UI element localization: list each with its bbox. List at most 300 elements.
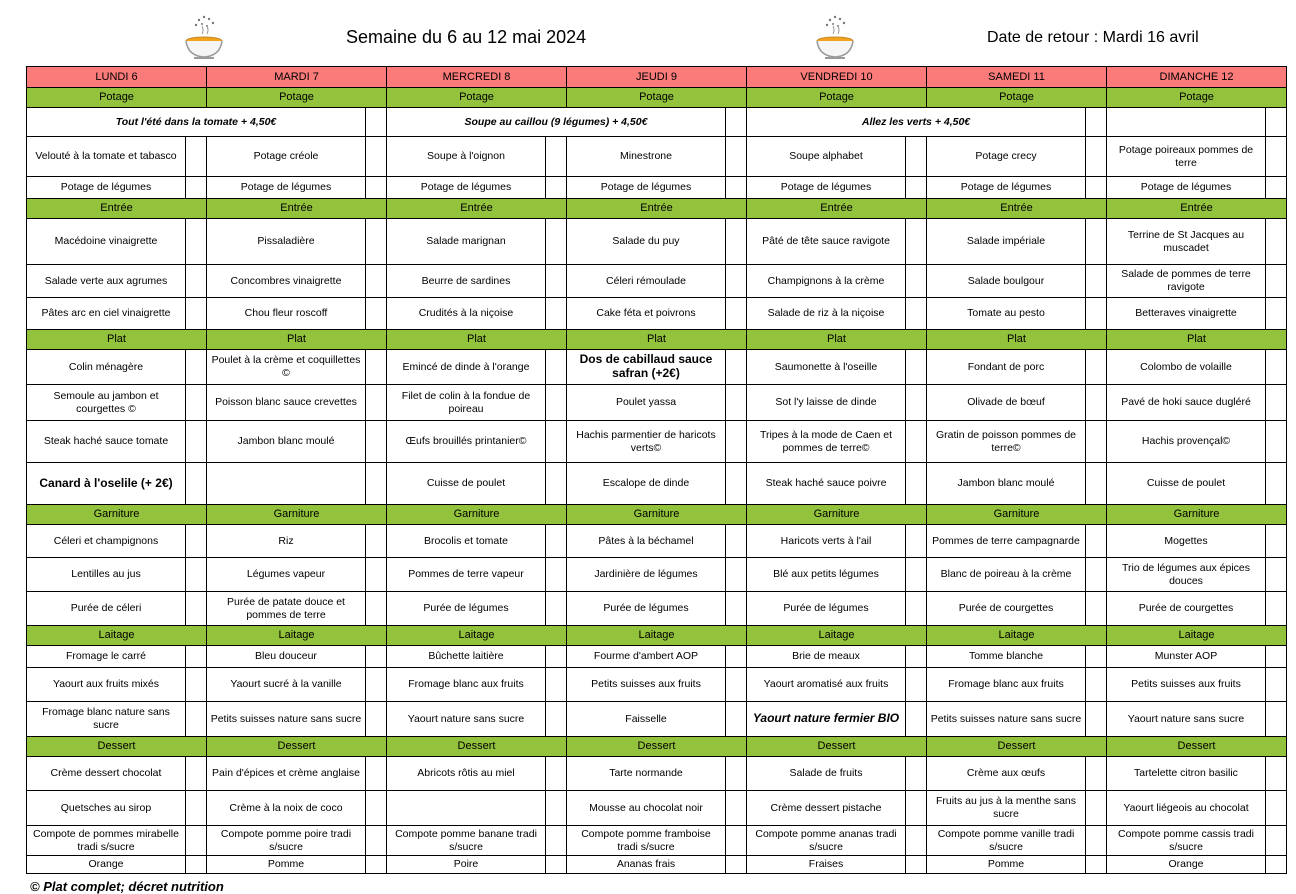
spacer-cell: [726, 646, 747, 668]
spacer-cell: [186, 350, 207, 385]
return-date: Date de retour : Mardi 16 avril: [987, 29, 1199, 46]
category-plat: Plat: [927, 330, 1107, 350]
spacer-cell: [366, 219, 387, 265]
spacer-cell: [546, 137, 567, 177]
menu-item-entree: Salade de pommes de terre ravigote: [1107, 265, 1266, 298]
spacer-cell: [186, 592, 207, 626]
spacer-cell: [1266, 177, 1287, 199]
spacer-cell: [1266, 385, 1287, 421]
spacer-cell: [366, 668, 387, 702]
menu-item-potage: Potage de légumes: [747, 177, 906, 199]
category-entree: Entrée: [1107, 199, 1287, 219]
spacer-cell: [366, 856, 387, 874]
spacer-cell: [726, 757, 747, 791]
menu-item-plat: Sot l'y laisse de dinde: [747, 385, 906, 421]
category-potage: Potage: [927, 88, 1107, 108]
category-laitage: Laitage: [387, 626, 567, 646]
menu-item-garniture: Céleri et champignons: [27, 525, 186, 558]
menu-item-garniture: Pommes de terre vapeur: [387, 558, 546, 592]
menu-item-plat: Pavé de hoki sauce dugléré: [1107, 385, 1266, 421]
spacer-cell: [546, 265, 567, 298]
spacer-cell: [1266, 702, 1287, 737]
spacer-cell: [726, 525, 747, 558]
spacer-cell: [546, 826, 567, 856]
theme-banner: Tout l'été dans la tomate + 4,50€: [27, 108, 366, 137]
menu-item-entree: Céleri rémoulade: [567, 265, 726, 298]
spacer-cell: [1086, 525, 1107, 558]
theme-banner: Soupe au caillou (9 légumes) + 4,50€: [387, 108, 726, 137]
menu-item-dessert: Compote pomme cassis tradi s/sucre: [1107, 826, 1266, 856]
spacer-cell: [546, 525, 567, 558]
spacer-cell: [726, 265, 747, 298]
menu-item-entree: Beurre de sardines: [387, 265, 546, 298]
spacer-cell: [1266, 558, 1287, 592]
category-dessert: Dessert: [207, 737, 387, 757]
spacer-cell: [546, 385, 567, 421]
menu-item-laitage: Yaourt sucré à la vanille: [207, 668, 366, 702]
menu-item-dessert: Compote pomme banane tradi s/sucre: [387, 826, 546, 856]
menu-item-garniture: Purée de légumes: [567, 592, 726, 626]
spacer-cell: [726, 137, 747, 177]
table-row: [27, 330, 1287, 350]
spacer-cell: [546, 646, 567, 668]
spacer-cell: [186, 558, 207, 592]
spacer-cell: [1266, 826, 1287, 856]
menu-item-laitage: Munster AOP: [1107, 646, 1266, 668]
category-plat: Plat: [747, 330, 927, 350]
menu-item-entree: Chou fleur roscoff: [207, 298, 366, 330]
menu-item-laitage: Petits suisses aux fruits: [567, 668, 726, 702]
menu-item-dessert: Compote de pommes mirabelle tradi s/sucre: [27, 826, 186, 856]
spacer-cell: [726, 791, 747, 826]
table-row: [27, 463, 1287, 505]
spacer-cell: [546, 558, 567, 592]
menu-item-potage: Potage de légumes: [207, 177, 366, 199]
spacer-cell: [1086, 421, 1107, 463]
spacer-cell: [1086, 385, 1107, 421]
spacer-cell: [366, 558, 387, 592]
menu-item-entree: Salade marignan: [387, 219, 546, 265]
menu-item-garniture: Pommes de terre campagnarde: [927, 525, 1086, 558]
menu-item-laitage: Yaourt aux fruits mixés: [27, 668, 186, 702]
menu-item-plat: Poulet yassa: [567, 385, 726, 421]
table-row: [27, 88, 1287, 108]
spacer-cell: [906, 558, 927, 592]
spacer-cell: [906, 702, 927, 737]
category-entree: Entrée: [207, 199, 387, 219]
category-laitage: Laitage: [567, 626, 747, 646]
spacer-cell: [1266, 350, 1287, 385]
spacer-cell: [1266, 592, 1287, 626]
category-garniture: Garniture: [1107, 505, 1287, 525]
menu-item-garniture: Mogettes: [1107, 525, 1266, 558]
spacer-cell: [366, 298, 387, 330]
menu-item-laitage: Bûchette laitière: [387, 646, 546, 668]
spacer-cell: [906, 219, 927, 265]
menu-item-garniture: Purée de légumes: [747, 592, 906, 626]
category-garniture: Garniture: [387, 505, 567, 525]
menu-item-plat: Steak haché sauce poivre: [747, 463, 906, 505]
menu-item-entree: Betteraves vinaigrette: [1107, 298, 1266, 330]
category-potage: Potage: [207, 88, 387, 108]
menu-item-dessert: Orange: [27, 856, 186, 874]
spacer-cell: [906, 177, 927, 199]
category-potage: Potage: [567, 88, 747, 108]
menu-item-dessert: Compote pomme vanille tradi s/sucre: [927, 826, 1086, 856]
category-laitage: Laitage: [207, 626, 387, 646]
table-row: [27, 646, 1287, 668]
day-header: MERCREDI 8: [387, 67, 567, 88]
category-entree: Entrée: [927, 199, 1107, 219]
table-row: [27, 67, 1287, 88]
menu-item-laitage: Fromage blanc nature sans sucre: [27, 702, 186, 737]
menu-item-dessert: Crème dessert chocolat: [27, 757, 186, 791]
menu-item-entree: Crudités à la niçoise: [387, 298, 546, 330]
spacer-cell: [186, 668, 207, 702]
menu-item-plat: Tripes à la mode de Caen et pommes de terre©: [747, 421, 906, 463]
menu-item-plat: Emincé de dinde à l'orange: [387, 350, 546, 385]
spacer-cell: [1086, 856, 1107, 874]
spacer-cell: [906, 856, 927, 874]
menu-item-garniture: Purée de courgettes: [927, 592, 1086, 626]
spacer-cell: [546, 856, 567, 874]
menu-item-dessert: Crème à la noix de coco: [207, 791, 366, 826]
spacer-cell: [906, 646, 927, 668]
category-dessert: Dessert: [567, 737, 747, 757]
menu-item-plat: Saumonette à l'oseille: [747, 350, 906, 385]
spacer-cell: [906, 826, 927, 856]
spacer-cell: [186, 757, 207, 791]
spacer-cell: [906, 668, 927, 702]
spacer-cell: [726, 350, 747, 385]
menu-item-dessert: Mousse au chocolat noir: [567, 791, 726, 826]
spacer-cell: [726, 421, 747, 463]
menu-item-plat: Cuisse de poulet: [387, 463, 546, 505]
menu-item-potage: Potage créole: [207, 137, 366, 177]
menu-item-entree: Pâtes arc en ciel vinaigrette: [27, 298, 186, 330]
category-garniture: Garniture: [207, 505, 387, 525]
spacer-cell: [186, 385, 207, 421]
menu-item-garniture: Purée de légumes: [387, 592, 546, 626]
spacer-cell: [186, 298, 207, 330]
spacer-cell: [906, 592, 927, 626]
spacer-cell: [1266, 421, 1287, 463]
menu-item-potage: Potage crecy: [927, 137, 1086, 177]
spacer-cell: [546, 668, 567, 702]
menu-item-laitage: Petits suisses nature sans sucre: [927, 702, 1086, 737]
menu-item-laitage: Bleu douceur: [207, 646, 366, 668]
spacer-cell: [1266, 525, 1287, 558]
spacer-cell: [1086, 702, 1107, 737]
spacer-cell: [546, 421, 567, 463]
table-row: [27, 177, 1287, 199]
table-row: [27, 757, 1287, 791]
menu-item-laitage: Yaourt aromatisé aux fruits: [747, 668, 906, 702]
menu-item-laitage: Petits suisses nature sans sucre: [207, 702, 366, 737]
menu-item-plat: Filet de colin à la fondue de poireau: [387, 385, 546, 421]
menu-item-dessert: Compote pomme poire tradi s/sucre: [207, 826, 366, 856]
menu-item-entree: Salade de riz à la niçoise: [747, 298, 906, 330]
table-row: [27, 265, 1287, 298]
menu-item-garniture: Trio de légumes aux épices douces: [1107, 558, 1266, 592]
spacer-cell: [546, 298, 567, 330]
day-header: SAMEDI 11: [927, 67, 1107, 88]
spacer-cell: [366, 646, 387, 668]
category-plat: Plat: [1107, 330, 1287, 350]
menu-item-garniture: Blé aux petits légumes: [747, 558, 906, 592]
menu-item-plat: Jambon blanc moulé: [927, 463, 1086, 505]
spacer-cell: [1086, 757, 1107, 791]
spacer-cell: [906, 525, 927, 558]
category-potage: Potage: [1107, 88, 1287, 108]
menu-item-garniture: Pâtes à la béchamel: [567, 525, 726, 558]
menu-item-garniture: Brocolis et tomate: [387, 525, 546, 558]
menu-item-laitage: Faisselle: [567, 702, 726, 737]
menu-item-laitage: Yaourt nature sans sucre: [387, 702, 546, 737]
menu-item-entree: Concombres vinaigrette: [207, 265, 366, 298]
category-entree: Entrée: [387, 199, 567, 219]
menu-item-plat: Dos de cabillaud sauce safran (+2€): [567, 350, 726, 385]
category-dessert: Dessert: [747, 737, 927, 757]
spacer-cell: [546, 463, 567, 505]
spacer-cell: [1086, 668, 1107, 702]
spacer-cell: [726, 108, 747, 137]
menu-item-plat: Œufs brouillés printanier©: [387, 421, 546, 463]
spacer-cell: [906, 757, 927, 791]
menu-item-entree: Terrine de St Jacques au muscadet: [1107, 219, 1266, 265]
menu-item-entree: Salade boulgour: [927, 265, 1086, 298]
menu-item-potage: Potage de légumes: [567, 177, 726, 199]
category-dessert: Dessert: [1107, 737, 1287, 757]
spacer-cell: [726, 592, 747, 626]
menu-item-laitage: Fromage blanc aux fruits: [927, 668, 1086, 702]
menu-item-plat: Escalope de dinde: [567, 463, 726, 505]
spacer-cell: [1086, 137, 1107, 177]
menu-item-garniture: Lentilles au jus: [27, 558, 186, 592]
spacer-cell: [366, 385, 387, 421]
table-row: [27, 350, 1287, 385]
spacer-cell: [366, 421, 387, 463]
table-row: [27, 108, 1287, 137]
spacer-cell: [366, 137, 387, 177]
menu-item-plat: Colombo de volaille: [1107, 350, 1266, 385]
table-row: [27, 702, 1287, 737]
menu-item-dessert: Yaourt liégeois au chocolat: [1107, 791, 1266, 826]
spacer-cell: [366, 108, 387, 137]
menu-item-laitage: Tomme blanche: [927, 646, 1086, 668]
spacer-cell: [186, 791, 207, 826]
menu-item-garniture: Riz: [207, 525, 366, 558]
menu-item-plat: Gratin de poisson pommes de terre©: [927, 421, 1086, 463]
spacer-cell: [1086, 108, 1107, 137]
table-row: [27, 421, 1287, 463]
spacer-cell: [1086, 177, 1107, 199]
spacer-cell: [906, 385, 927, 421]
spacer-cell: [1086, 826, 1107, 856]
menu-item-entree: Macédoine vinaigrette: [27, 219, 186, 265]
footnote: © Plat complet; décret nutrition: [30, 879, 224, 894]
spacer-cell: [186, 646, 207, 668]
table-row: [27, 199, 1287, 219]
menu-item-dessert: Pain d'épices et crème anglaise: [207, 757, 366, 791]
menu-item-plat: Steak haché sauce tomate: [27, 421, 186, 463]
menu-item-dessert: Salade de fruits: [747, 757, 906, 791]
spacer-cell: [1266, 646, 1287, 668]
spacer-cell: [1266, 265, 1287, 298]
table-row: [27, 137, 1287, 177]
menu-item-potage: Potage poireaux pommes de terre: [1107, 137, 1266, 177]
menu-item-dessert: Ananas frais: [567, 856, 726, 874]
category-potage: Potage: [747, 88, 927, 108]
day-header: VENDREDI 10: [747, 67, 927, 88]
spacer-cell: [906, 421, 927, 463]
menu-item-entree: Salade impériale: [927, 219, 1086, 265]
spacer-cell: [366, 265, 387, 298]
menu-item-entree: Pissaladière: [207, 219, 366, 265]
spacer-cell: [1086, 463, 1107, 505]
spacer-cell: [1266, 791, 1287, 826]
category-potage: Potage: [387, 88, 567, 108]
category-dessert: Dessert: [927, 737, 1107, 757]
spacer-cell: [186, 826, 207, 856]
table-row: [27, 668, 1287, 702]
menu-item-plat: [207, 463, 366, 505]
table-row: [27, 826, 1287, 856]
category-plat: Plat: [567, 330, 747, 350]
menu-item-dessert: Pomme: [927, 856, 1086, 874]
menu-item-garniture: Purée de patate douce et pommes de terre: [207, 592, 366, 626]
menu-item-garniture: Jardinière de légumes: [567, 558, 726, 592]
menu-item-dessert: Compote pomme ananas tradi s/sucre: [747, 826, 906, 856]
spacer-cell: [1266, 757, 1287, 791]
menu-item-plat: Poisson blanc sauce crevettes: [207, 385, 366, 421]
spacer-cell: [1266, 137, 1287, 177]
spacer-cell: [906, 265, 927, 298]
spacer-cell: [186, 463, 207, 505]
menu-item-potage: Potage de légumes: [387, 177, 546, 199]
menu-item-entree: Tomate au pesto: [927, 298, 1086, 330]
spacer-cell: [906, 298, 927, 330]
table-row: [27, 385, 1287, 421]
soup-bowl-icon-left: [182, 14, 230, 64]
table-row: [27, 505, 1287, 525]
menu-item-potage: Minestrone: [567, 137, 726, 177]
menu-item-plat: Colin ménagère: [27, 350, 186, 385]
spacer-cell: [1266, 219, 1287, 265]
category-dessert: Dessert: [387, 737, 567, 757]
spacer-cell: [726, 298, 747, 330]
category-entree: Entrée: [27, 199, 207, 219]
spacer-cell: [186, 137, 207, 177]
spacer-cell: [1086, 558, 1107, 592]
table-row: [27, 626, 1287, 646]
menu-item-dessert: Pomme: [207, 856, 366, 874]
spacer-cell: [726, 219, 747, 265]
table-row: [27, 558, 1287, 592]
category-plat: Plat: [387, 330, 567, 350]
spacer-cell: [186, 219, 207, 265]
spacer-cell: [546, 791, 567, 826]
day-header: DIMANCHE 12: [1107, 67, 1287, 88]
table-row: [27, 592, 1287, 626]
spacer-cell: [546, 757, 567, 791]
menu-item-laitage: Petits suisses aux fruits: [1107, 668, 1266, 702]
menu-item-plat: Fondant de porc: [927, 350, 1086, 385]
menu-item-dessert: Tartelette citron basilic: [1107, 757, 1266, 791]
category-dessert: Dessert: [27, 737, 207, 757]
spacer-cell: [186, 702, 207, 737]
menu-item-dessert: Quetsches au sirop: [27, 791, 186, 826]
menu-item-plat: Olivade de bœuf: [927, 385, 1086, 421]
spacer-cell: [186, 525, 207, 558]
spacer-cell: [1266, 463, 1287, 505]
category-laitage: Laitage: [747, 626, 927, 646]
menu-item-potage: Velouté à la tomate et tabasco: [27, 137, 186, 177]
menu-item-potage: Potage de légumes: [1107, 177, 1266, 199]
menu-item-garniture: Légumes vapeur: [207, 558, 366, 592]
spacer-cell: [726, 463, 747, 505]
spacer-cell: [546, 177, 567, 199]
spacer-cell: [1086, 350, 1107, 385]
spacer-cell: [1107, 108, 1266, 137]
spacer-cell: [546, 592, 567, 626]
menu-item-dessert: Tarte normande: [567, 757, 726, 791]
spacer-cell: [726, 558, 747, 592]
category-laitage: Laitage: [1107, 626, 1287, 646]
menu-item-laitage: Fourme d'ambert AOP: [567, 646, 726, 668]
category-garniture: Garniture: [567, 505, 747, 525]
menu-item-garniture: Purée de céleri: [27, 592, 186, 626]
theme-banner: Allez les verts + 4,50€: [747, 108, 1086, 137]
spacer-cell: [366, 791, 387, 826]
spacer-cell: [366, 826, 387, 856]
menu-item-dessert: Fraises: [747, 856, 906, 874]
category-plat: Plat: [207, 330, 387, 350]
spacer-cell: [186, 265, 207, 298]
spacer-cell: [1086, 298, 1107, 330]
spacer-cell: [1086, 791, 1107, 826]
spacer-cell: [906, 791, 927, 826]
menu-item-potage: Soupe à l'oignon: [387, 137, 546, 177]
spacer-cell: [546, 702, 567, 737]
menu-item-entree: Cake féta et poivrons: [567, 298, 726, 330]
menu-item-plat: Canard à l'oselile (+ 2€): [27, 463, 186, 505]
week-title: Semaine du 6 au 12 mai 2024: [346, 27, 587, 47]
menu-item-garniture: Purée de courgettes: [1107, 592, 1266, 626]
menu-item-entree: Salade verte aux agrumes: [27, 265, 186, 298]
day-header: LUNDI 6: [27, 67, 207, 88]
menu-item-dessert: [387, 791, 546, 826]
category-garniture: Garniture: [927, 505, 1107, 525]
menu-item-plat: Hachis provençal©: [1107, 421, 1266, 463]
spacer-cell: [906, 350, 927, 385]
category-potage: Potage: [27, 88, 207, 108]
category-entree: Entrée: [747, 199, 927, 219]
spacer-cell: [1086, 265, 1107, 298]
category-laitage: Laitage: [927, 626, 1107, 646]
category-garniture: Garniture: [747, 505, 927, 525]
spacer-cell: [1266, 856, 1287, 874]
table-row: [27, 791, 1287, 826]
menu-table: [26, 66, 1287, 874]
menu-item-dessert: Fruits au jus à la menthe sans sucre: [927, 791, 1086, 826]
menu-item-entree: Pâté de tête sauce ravigote: [747, 219, 906, 265]
table-row: [27, 856, 1287, 874]
spacer-cell: [186, 177, 207, 199]
table-row: [27, 219, 1287, 265]
menu-item-plat: Cuisse de poulet: [1107, 463, 1266, 505]
category-plat: Plat: [27, 330, 207, 350]
